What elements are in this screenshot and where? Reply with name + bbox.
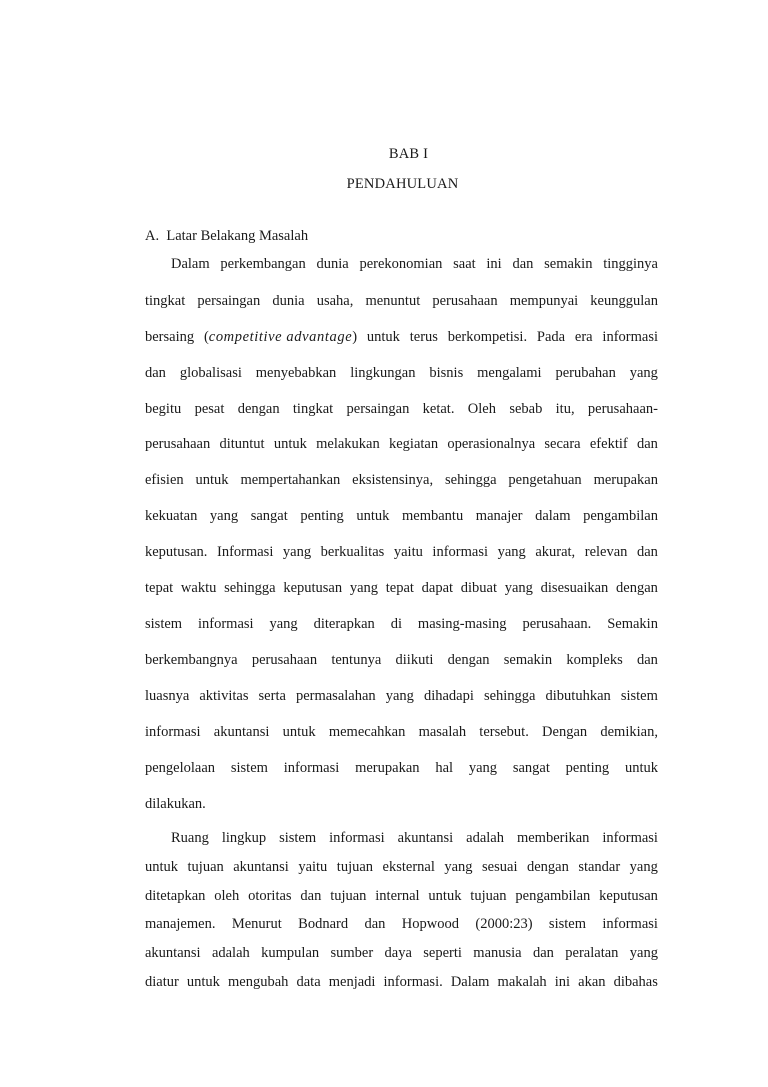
text-line: dilakukan. bbox=[145, 796, 206, 812]
text-line: untuk tujuan akuntansi yaitu tujuan eksternal yang sesuai dengan standar yang bbox=[145, 859, 658, 875]
text-line: Ruang lingkup sistem informasi akuntansi adalah memberikan informasi bbox=[171, 830, 658, 846]
text-line: tingkat persaingan dunia usaha, menuntut perusahaan mempunyai keunggulan bbox=[145, 293, 658, 309]
text-line: akuntansi adalah kumpulan sumber daya seperti manusia dan peralatan yang bbox=[145, 945, 658, 961]
text-line: ditetapkan oleh otoritas dan tujuan internal untuk tujuan pengambilan keputusan bbox=[145, 888, 658, 904]
text-line: efisien untuk mempertahankan eksistensinya, sehingga pengetahuan merupakan bbox=[145, 472, 658, 488]
text-line: diatur untuk mengubah data menjadi informasi. Dalam makalah ini akan dibahas bbox=[145, 974, 658, 990]
text-line: Dalam perkembangan dunia perekonomian saat ini dan semakin tingginya bbox=[171, 256, 658, 272]
text-line: begitu pesat dengan tingkat persaingan ketat. Oleh sebab itu, perusahaan- bbox=[145, 401, 658, 417]
text-line: perusahaan dituntut untuk melakukan kegiatan operasionalnya secara efektif dan bbox=[145, 436, 658, 452]
chapter-title: PENDAHULUAN bbox=[346, 176, 459, 192]
text-line: manajemen. Menurut Bodnard dan Hopwood (2000:23) sistem informasi bbox=[145, 916, 658, 932]
section-heading bbox=[145, 227, 308, 245]
text-line: bersaing (competitive advantage) untuk terus berkompetisi. Pada era informasi bbox=[145, 329, 658, 345]
text-line: informasi akuntansi untuk memecahkan masalah tersebut. Dengan demikian, bbox=[145, 724, 658, 740]
chapter-heading: BAB I bbox=[388, 146, 429, 162]
text-line: pengelolaan sistem informasi merupakan hal yang sangat penting untuk bbox=[145, 760, 658, 776]
text-line: kekuatan yang sangat penting untuk membantu manajer dalam pengambilan bbox=[145, 508, 658, 524]
text-line: luasnya aktivitas serta permasalahan yang dihadapi sehingga dibutuhkan sistem bbox=[145, 688, 658, 704]
section-title: Latar Belakang Masalah bbox=[166, 228, 309, 244]
text-line: sistem informasi yang diterapkan di masing-masing perusahaan. Semakin bbox=[145, 616, 658, 632]
text-line: tepat waktu sehingga keputusan yang tepat dapat dibuat yang disesuaikan dengan bbox=[145, 580, 658, 596]
section-label: A. bbox=[145, 228, 160, 244]
text-line: berkembangnya perusahaan tentunya diikuti dengan semakin kompleks dan bbox=[145, 652, 658, 668]
text-line: keputusan. Informasi yang berkualitas yaitu informasi yang akurat, relevan dan bbox=[145, 544, 658, 560]
text-line: dan globalisasi menyebabkan lingkungan bisnis mengalami perubahan yang bbox=[145, 365, 658, 381]
